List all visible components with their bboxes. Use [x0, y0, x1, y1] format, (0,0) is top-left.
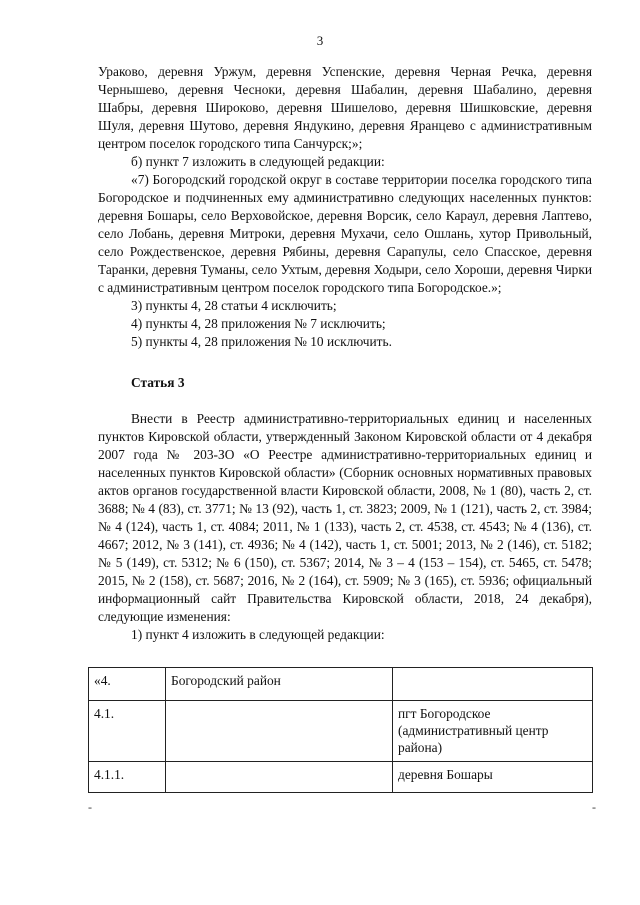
table-row [89, 701, 593, 762]
table-cell-settlement: пгт Богородское (административный центр района) [393, 701, 593, 762]
paragraph-continuation: Ураково, деревня Уржум, деревня Успенские, деревня Черная Речка, деревня Чернышево, деревня Чесноки, деревня Шабалин, деревня Шабалино, деревня Шабры, деревня Широково, деревня Шишелово, деревня Шишковские, деревня Шуля, деревня Шутово, деревня Яндукино, деревня Яранцево с административным центром поселок городского типа Санчурск;»; [98, 64, 592, 151]
table-cell-district [166, 762, 393, 793]
table-row [89, 668, 593, 701]
paragraph-item-4: 4) пункты 4, 28 приложения № 7 исключить; [131, 316, 386, 331]
paragraph-item-b: б) пункт 7 изложить в следующей редакции: [131, 154, 385, 169]
table-cell-district [166, 701, 393, 762]
document-body [98, 63, 592, 644]
scan-mark-left: - [88, 800, 92, 814]
table-row [89, 762, 593, 793]
page-number: 3 [316, 33, 324, 48]
table-cell-district: Богородский район [166, 668, 393, 701]
table-cell-code: 4.1. [89, 701, 166, 762]
article-paragraph-item-1: 1) пункт 4 изложить в следующей редакции: [131, 627, 385, 642]
table-cell-settlement [393, 668, 593, 701]
article-heading: Статья 3 [131, 375, 185, 390]
table-cell-code: 4.1.1. [89, 762, 166, 793]
article-paragraph-main: Внести в Реестр административно-территориальных единиц и населенных пунктов Кировской области, утвержденный Законом Кировской области от 4 декабря 2007 года № 203-ЗО «О Реестре административно-территориальных единиц и населенных пунктов Кировской области» (Сборник основных нормативных правовых актов органов государственной власти Кировской области, 2008, № 1 (80), часть 2, ст. 3688; № 4 (83), ст. 3771; № 13 (92), часть 1, ст. 3823; 2009, № 1 (121), часть 2, ст. 3984; № 4 (124), часть 1, ст. 4084; 2011, № 1 (133), часть 2, ст. 4538, ст. 4543; № 4 (136), ст. 4667; 2012, № 3 (141), ст. 4936; № 4 (142), часть 1, ст. 5001; 2013, № 2 (146), ст. 5182; № 5 (149), ст. 5312; № 6 (150), ст. 5367; 2014, № 3 – 4 (153 – 154), ст. 5465, ст. 5478; 2015, № 2 (158), ст. 5687; 2016, № 2 (164), ст. 5909; № 3 (165), ст. 5936; официальный информационный сайт Правительства Кировской области, 2018, 24 декабря), следующие изменения: [98, 411, 592, 624]
paragraph-item-5: 5) пункты 4, 28 приложения № 10 исключить. [131, 334, 392, 349]
scan-mark-right: - [592, 800, 596, 814]
registry-table [88, 667, 593, 793]
paragraph-item-3: 3) пункты 4, 28 статьи 4 исключить; [131, 298, 337, 313]
table-cell-code: «4. [89, 668, 166, 701]
table-cell-settlement: деревня Бошары [393, 762, 593, 793]
paragraph-quote-7: «7) Богородский городской округ в составе территории поселка городского типа Богородское и подчиненных ему административно следующих населенных пунктов: деревня Бошары, село Верховойское, деревня Ворсик, село Караул, деревня Лаптево, село Лобань, деревня Митроки, деревня Мухачи, село Ошлань, хутор Привольный, село Рождественское, деревня Рябины, деревня Сарапулы, село Спасское, деревня Таранки, деревня Туманы, село Ухтым, деревня Ходыри, село Хороши, деревня Чирки с административным центром поселок городского типа Богородское.»; [98, 172, 592, 295]
